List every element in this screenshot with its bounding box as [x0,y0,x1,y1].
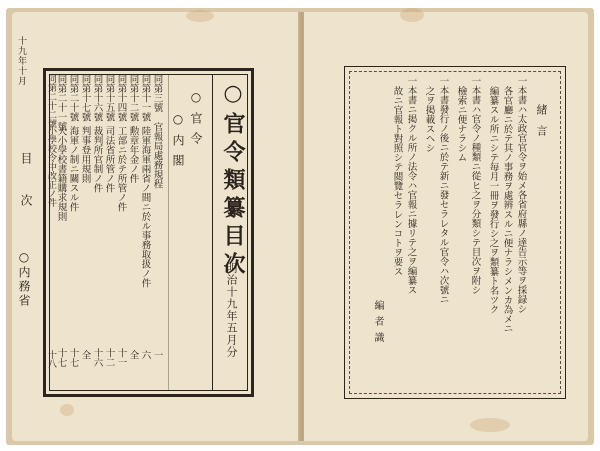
issue-date: 明治十九年五月分 [225,262,238,358]
section-kanrei: ○官令 [189,90,203,152]
entry-desc: 海軍ノ制ニ關スル件 [67,126,79,212]
title-rule [212,74,213,391]
entry-desc: 裁判所官制ノ件 [91,126,103,193]
entry-page: 全 [79,350,91,360]
preface-signature: 編者識 [372,300,383,348]
entry-label: 同第十二號 [127,74,139,122]
column-rule [168,74,169,391]
entry-page: 十一 [115,348,127,367]
entry-page: 全 [127,350,139,360]
entry-label: 同第十七號 [79,74,91,122]
entry-page: 六 [139,350,151,360]
paper-stain [60,404,74,416]
entry-page: 一 [151,350,163,360]
entry-label: 同第二十號 [67,74,79,122]
entry-label: 同第二十一號 [55,74,67,131]
entry-page: 十二 [103,348,115,367]
preface-heading: 緒言 [535,104,548,146]
margin-date: 十九年十月 [16,36,26,86]
paper-stain [470,418,510,432]
entry-desc: 工部ニ於テ所管ノ件 [115,126,127,212]
entry-label: 同第十五號 [103,74,115,122]
entry-page: 十七 [55,348,67,367]
preface-line: 編纂スル所ニシテ毎月一冊ヲ發行シ之ヲ類纂ト名ツク [487,86,499,314]
margin-header: 目 次 [19,152,33,214]
entry-page: 十七 [67,348,79,367]
entry-desc: 小學校令中改正ノ件 [46,126,56,207]
entry-desc: 官報局處務規程 [151,122,163,189]
entry-desc: 勲章年金ノ件 [127,126,139,183]
entry-desc: 陸軍海軍兩省ノ間ニ於ル事務取扱ノ件 [139,126,151,288]
section-naikaku: ○内閣 [171,112,185,174]
entry-page: 十八 [46,350,56,368]
preface-line: 故ニ官報ト對照シテ閲覽セラレンコトヲ要ス [391,86,403,276]
entry-desc: 判事登用規則 [79,126,91,183]
preface-line: 一本書ニ掲クル所ノ法令ハ官報ニ據リテ之ヲ編纂ス [405,76,417,295]
entry-page: 十六 [91,348,103,367]
entry-label: 同第十六號 [91,74,103,122]
preface-line: 之ヲ掲載スヘシ [423,86,435,153]
entry-label: 同第十一號 [139,74,151,122]
preface-frame [344,66,566,399]
entry-desc: 大小學校書籍購求規則 [55,126,67,221]
entry-label: 同第二十二號 [46,74,56,128]
paper-stain [400,8,424,22]
entry-label: 同第三號 [151,74,163,112]
entry-desc: 司法省所管ノ件 [103,126,115,193]
margin-ministry: ○内務省 [17,250,31,308]
entry-label: 同第十四號 [115,74,127,122]
preface-line: 各官廳ニ於テ其ノ事務ヲ處辨スルニ便ナラシメンカ為メニ [501,86,513,333]
preface-line: 檢索ニ便ナラシム [455,86,467,162]
preface-line: 一本書ハ太政官官令ヲ始メ各省府縣ノ達告示等ヲ採録シ [515,76,527,314]
preface-line: 一本書ハ官令ノ種類ニ從ヒ之ヲ分類シテ目次ヲ附シ [469,76,481,295]
page-title: ○官令類纂目次 [220,80,246,280]
paper-stain [186,10,214,22]
preface-line: 一本書發行ノ後ニ於テ新ニ發セラレタル官令ハ次號ニ [437,76,449,304]
